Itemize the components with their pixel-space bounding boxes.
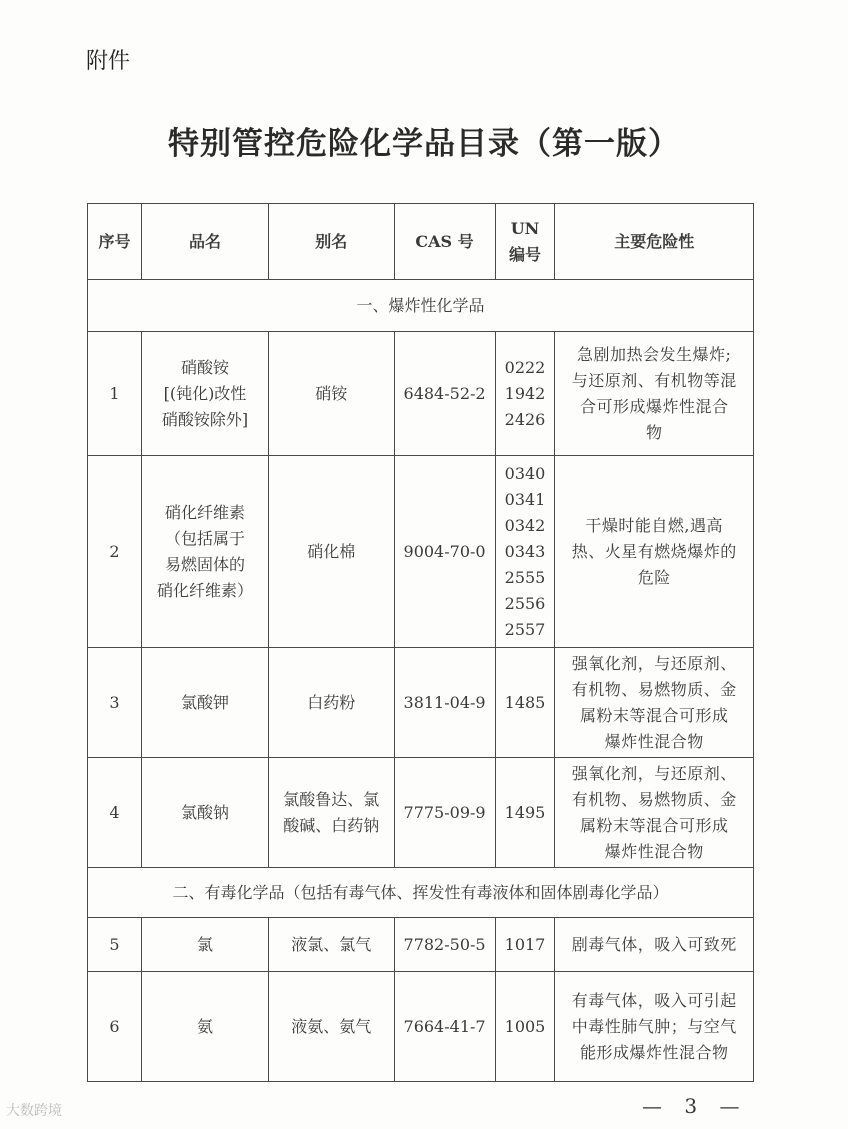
- table-row: [88, 972, 754, 1082]
- cell-hazard-line: 热、火星有燃烧爆炸的: [571, 541, 737, 561]
- cell-un-line: 2555: [504, 567, 546, 587]
- header-no: 序号: [88, 204, 142, 280]
- cell-cas: 7782-50-5: [394, 918, 495, 972]
- cell-un: [495, 456, 555, 648]
- cell-alias-line: 酸碱、白药钠: [283, 815, 380, 835]
- header-hazard: 主要危险性: [555, 204, 754, 280]
- cell-name-line: 氯酸钠: [180, 802, 229, 822]
- document-title: 特别管控危险化学品目录（第一版）: [168, 126, 680, 162]
- cell-un-line: 0341: [504, 489, 546, 509]
- cell-hazard: [555, 332, 754, 456]
- cell-hazard-line: 急剧加热会发生爆炸;: [577, 344, 732, 364]
- cell-cas: 7664-41-7: [394, 972, 495, 1082]
- cell-no: 3: [88, 648, 142, 758]
- cell-un-line: 2557: [504, 619, 546, 639]
- cell-name: [142, 456, 269, 648]
- cell-un: [495, 332, 555, 456]
- cell-name-line: [(钝化)改性: [163, 383, 247, 403]
- cell-name-line: （包括属于: [164, 528, 245, 548]
- cell-un-line: 1005: [504, 1016, 546, 1036]
- table-row: [88, 918, 754, 972]
- cell-alias-line: 氯酸鲁达、氯: [283, 789, 380, 809]
- cell-hazard-line: 属粉末等混合可形成: [579, 705, 729, 725]
- cell-alias-line: 硝化棉: [307, 541, 356, 561]
- cell-name-line: 氯: [196, 934, 213, 954]
- table-header-row: [88, 204, 754, 280]
- cell-un-line: 2556: [504, 593, 546, 613]
- cell-hazard: [555, 758, 754, 868]
- cell-alias: [268, 332, 394, 456]
- cell-hazard-line: 剧毒气体，吸入可致死: [571, 934, 737, 954]
- cell-hazard-line: 危险: [637, 567, 671, 587]
- cell-un-line: 0340: [504, 463, 546, 483]
- cell-hazard-line: 干燥时能自燃,遇高: [585, 515, 724, 535]
- cell-hazard-line: 强氧化剂，与还原剂、: [571, 653, 737, 673]
- cell-alias-line: 硝铵: [315, 383, 348, 403]
- chemical-catalog-table: [87, 203, 754, 1082]
- cell-no: 4: [88, 758, 142, 868]
- header-un-line1: UN: [510, 218, 540, 238]
- cell-name: [142, 332, 269, 456]
- section-header-row: [88, 868, 754, 918]
- cell-hazard: [555, 456, 754, 648]
- cell-hazard: [555, 972, 754, 1082]
- cell-un: [495, 648, 555, 758]
- attachment-label: 附件: [86, 49, 131, 74]
- cell-hazard-line: 物: [645, 422, 663, 442]
- cell-hazard-line: 合可形成爆炸性混合: [579, 396, 729, 416]
- cell-un: [495, 918, 555, 972]
- cell-cas: 6484-52-2: [394, 332, 495, 456]
- table-body: [88, 280, 754, 1082]
- cell-name-line: 氨: [196, 1016, 213, 1036]
- cell-un: [495, 758, 555, 868]
- cell-un-line: 1485: [504, 692, 546, 712]
- cell-name-line: 硝酸铵: [180, 357, 229, 377]
- cell-hazard-line: 能形成爆炸性混合物: [579, 1042, 729, 1062]
- cell-un: [495, 972, 555, 1082]
- cell-hazard-line: 有机物、易燃物质、金: [571, 789, 737, 809]
- cell-name: [142, 648, 269, 758]
- cell-un-line: 1017: [504, 934, 546, 954]
- cell-name-line: 硝酸铵除外]: [161, 409, 249, 429]
- header-un-line2: 编号: [509, 244, 542, 264]
- page-number: — 3 —: [642, 1094, 748, 1118]
- cell-alias-line: 液氯、氯气: [291, 934, 372, 954]
- header-name: 品名: [142, 204, 269, 280]
- cell-alias: [268, 918, 394, 972]
- cell-name: [142, 972, 269, 1082]
- cell-cas: 9004-70-0: [394, 456, 495, 648]
- cell-hazard: [555, 918, 754, 972]
- cell-hazard-line: 有机物、易燃物质、金: [571, 679, 737, 699]
- cell-hazard-line: 强氧化剂，与还原剂、: [571, 763, 737, 783]
- cell-no: 6: [88, 972, 142, 1082]
- table-row: [88, 648, 754, 758]
- cell-hazard-line: 属粉末等混合可形成: [579, 815, 729, 835]
- cell-alias: [268, 648, 394, 758]
- cell-name: [142, 918, 269, 972]
- cell-un-line: 0222: [504, 357, 546, 377]
- cell-hazard-line: 中毒性肺气肿；与空气: [571, 1016, 737, 1036]
- cell-hazard-line: 爆炸性混合物: [604, 841, 704, 861]
- cell-cas: 7775-09-9: [394, 758, 495, 868]
- cell-no: 2: [88, 456, 142, 648]
- cell-name-line: 氯酸钾: [180, 692, 229, 712]
- cell-name: [142, 758, 269, 868]
- table-row: [88, 332, 754, 456]
- cell-alias-line: 液氨、氨气: [291, 1016, 372, 1036]
- header-alias: 别名: [268, 204, 394, 280]
- cell-cas: 3811-04-9: [394, 648, 495, 758]
- cell-no: 5: [88, 918, 142, 972]
- cell-hazard-line: 与还原剂、有机物等混: [571, 370, 737, 390]
- cell-hazard: [555, 648, 754, 758]
- cell-name-line: 易燃固体的: [164, 554, 245, 574]
- cell-hazard-line: 有毒气体，吸入可引起: [571, 990, 737, 1010]
- table-row: [88, 456, 754, 648]
- section-header-row: [88, 280, 754, 332]
- cell-alias: [268, 972, 394, 1082]
- cell-name-line: 硝化纤维素）: [156, 580, 253, 600]
- header-cas: CAS 号: [394, 204, 495, 280]
- cell-no: 1: [88, 332, 142, 456]
- table-row: [88, 758, 754, 868]
- cell-name-line: 硝化纤维素: [164, 502, 245, 522]
- cell-un-line: 2426: [504, 409, 546, 429]
- cell-alias: [268, 456, 394, 648]
- cell-hazard-line: 爆炸性混合物: [604, 731, 704, 751]
- cell-un-line: 0342: [504, 515, 546, 535]
- cell-un-line: 0343: [504, 541, 546, 561]
- cell-alias-line: 白药粉: [307, 692, 356, 712]
- cell-un-line: 1942: [504, 383, 546, 403]
- header-un: [495, 204, 555, 280]
- cell-un-line: 1495: [504, 802, 546, 822]
- section-title: 二、有毒化学品（包括有毒气体、挥发性有毒液体和固体剧毒化学品）: [88, 868, 754, 918]
- section-title: 一、爆炸性化学品: [88, 280, 754, 332]
- watermark: 大数跨境: [6, 1103, 62, 1119]
- cell-alias: [268, 758, 394, 868]
